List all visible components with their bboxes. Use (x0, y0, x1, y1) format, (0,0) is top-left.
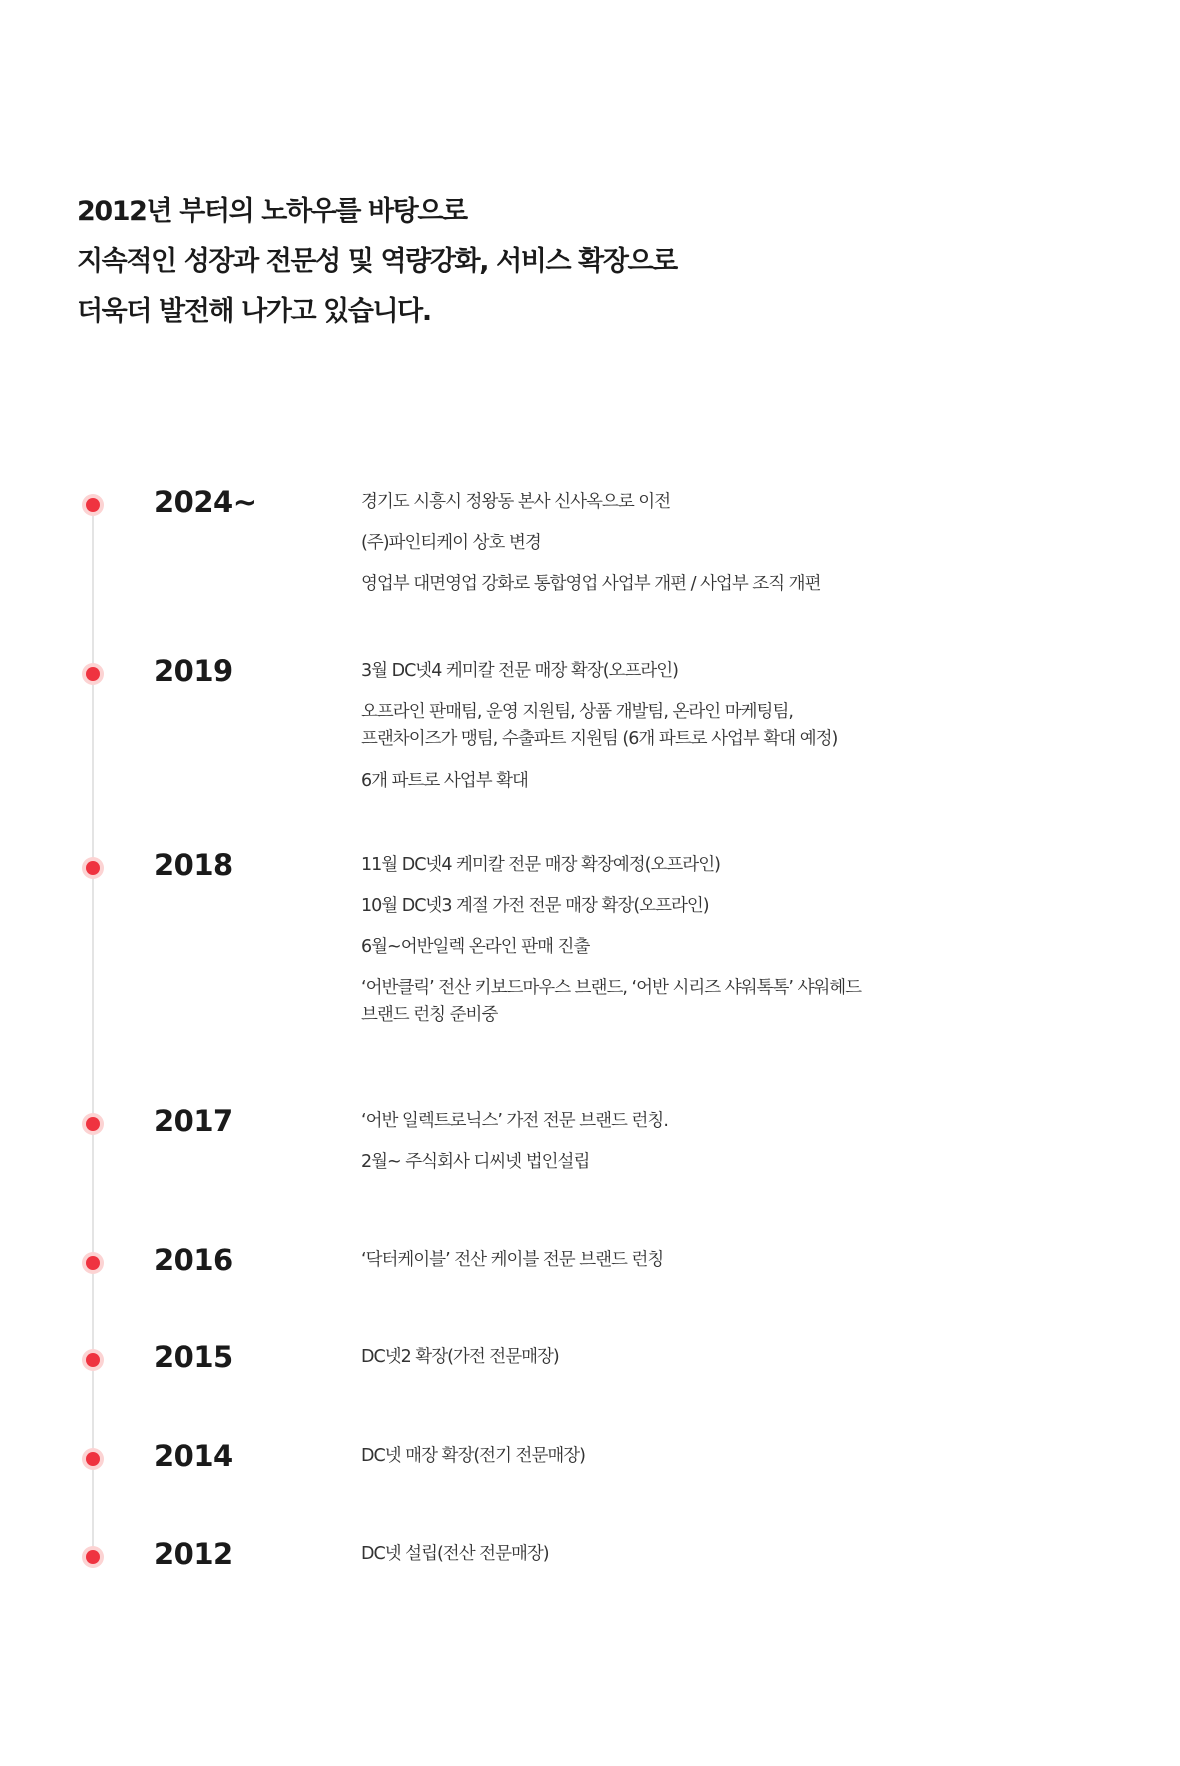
timeline-dot-icon (82, 1448, 104, 1470)
timeline-year: 2024~ (154, 485, 257, 519)
timeline-item: 2월~ 주식회사 디씨넷 법인설립 (361, 1152, 590, 1172)
timeline-items (361, 489, 1121, 612)
timeline-items (361, 852, 1121, 1044)
timeline-item: ‘어반 일렉트로닉스’ 가전 전문 브랜드 런칭. (361, 1111, 668, 1131)
timeline-items (361, 658, 1121, 809)
timeline-dot-icon (82, 663, 104, 685)
timeline-item: 10월 DC넷3 계절 가전 전문 매장 확장(오프라인) (361, 896, 709, 916)
timeline-item: 경기도 시흥시 정왕동 본사 신사옥으로 이전 (361, 492, 671, 512)
timeline-dot-icon (82, 1113, 104, 1135)
timeline-dot-icon (82, 1252, 104, 1274)
timeline-year: 2018 (154, 848, 233, 882)
timeline-item: (주)파인티케이 상호 변경 (361, 533, 541, 553)
intro-line: 더욱더 발전해 나가고 있습니다. (77, 296, 431, 327)
timeline-item: 3월 DC넷4 케미칼 전문 매장 확장(오프라인) (361, 661, 679, 681)
timeline-item: 영업부 대면영업 강화로 통합영업 사업부 개편 / 사업부 조직 개편 (361, 574, 821, 594)
timeline-items (361, 1541, 1121, 1582)
timeline-year: 2015 (154, 1340, 233, 1374)
timeline-year: 2014 (154, 1439, 233, 1473)
timeline-item: 11월 DC넷4 케미칼 전문 매장 확장예정(오프라인) (361, 855, 720, 875)
timeline-item: DC넷 매장 확장(전기 전문매장) (361, 1446, 585, 1466)
timeline-line (92, 500, 94, 1563)
timeline-items (361, 1344, 1121, 1385)
timeline-dot-icon (82, 494, 104, 516)
timeline-dot-icon (82, 1546, 104, 1568)
timeline-items (361, 1247, 1121, 1288)
timeline-year: 2019 (154, 654, 233, 688)
timeline-dot-icon (82, 1349, 104, 1371)
timeline-item: 6개 파트로 사업부 확대 (361, 771, 528, 791)
timeline-item: ‘어반클릭’ 전산 키보드마우스 브랜드, ‘어반 시리즈 샤워톡톡’ 샤워헤드 브랜드 런칭 준비중 (361, 978, 862, 1025)
timeline-item: 오프라인 판매팀, 운영 지원팀, 상품 개발팀, 온라인 마케팅팀, 프랜차이즈가 맹팀, 수출파트 지원팀 (6개 파트로 사업부 확대 예정) (361, 702, 838, 749)
timeline-year: 2012 (154, 1537, 233, 1571)
timeline-year: 2016 (154, 1243, 233, 1277)
timeline-year: 2017 (154, 1104, 233, 1138)
timeline-dot-icon (82, 857, 104, 879)
intro-line: 지속적인 성장과 전문성 및 역량강화, 서비스 확장으로 (77, 246, 677, 277)
timeline-item: DC넷2 확장(가전 전문매장) (361, 1347, 559, 1367)
timeline-item: DC넷 설립(전산 전문매장) (361, 1544, 549, 1564)
timeline-item: 6월~어반일렉 온라인 판매 진출 (361, 937, 590, 957)
timeline-items (361, 1108, 1121, 1190)
timeline-item: ‘닥터케이블’ 전산 케이블 전문 브랜드 런칭 (361, 1250, 664, 1270)
intro-line: 2012년 부터의 노하우를 바탕으로 (77, 196, 467, 227)
timeline-items (361, 1443, 1121, 1484)
